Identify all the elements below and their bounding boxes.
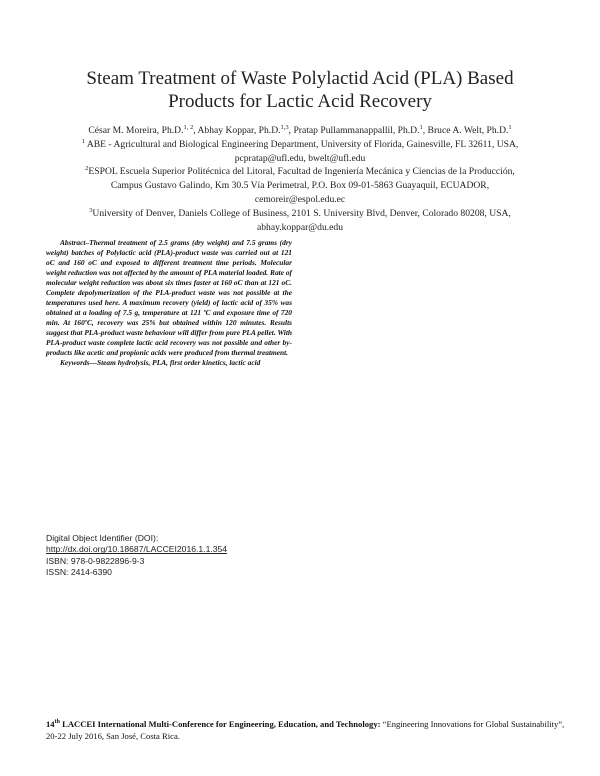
footer-conference xyxy=(46,719,380,729)
affiliation-3 xyxy=(30,207,570,235)
abstract-text: Abstract–Thermal treatment of 2.5 grams (dry weight) and 7.5 grams (dry weight) batches of Polylactic acid (PLA)-product waste was carried out at 121 oC and 160 oC and exposed to different treatment time periods. Molecular weight reduction was not affected by the amount of PLA material loaded. Rate of molecular weight reduction was about six times faster at 160 oC than at 121 oC. Complete depolymerization of the PLA-product waste was not possible at the temperatures used here. A maximum recovery (yield) of lactic acid of 35% was obtained at a loading of 7.5 g, temperature at 121 ºC and exposure time of 720 min. At 160ºC, recovery was 25% but obtained within 120 minutes. Results suggest that PLA-product waste behaviour will differ from pure PLA pellet. With PLA-product waste complete lactic acid recovery was not possible and other by-products like acetic and propionic acids were produced from thermal treatment. xyxy=(46,238,292,357)
keywords: Keywords—Steam hydrolysis, PLA, first order kinetics, lactic acid xyxy=(60,358,261,367)
author-list: César M. Moreira, Ph.D.$^{1, 2}$, Abhay Koppar, Ph.D.$^{1,3}$, Pratap Pullammanappallil, Ph.D.$^1$, Bruce A. Welt, Ph.D.$^1$ xyxy=(88,123,512,136)
identifier-block xyxy=(46,533,306,579)
author-affiliation-marker: 1,3 xyxy=(280,123,289,131)
affiliation-marker: 3 xyxy=(89,206,93,214)
affiliation-email: cemoreir@espol.edu.ec xyxy=(254,193,346,205)
issn: ISSN: 2414-6390 xyxy=(46,567,112,578)
doi-link[interactable]: http://dx.doi.org/10.18687/LACCEI2016.1.1.354 xyxy=(46,544,228,555)
author-block xyxy=(30,124,570,234)
footer-edition-suffix: th xyxy=(54,719,60,726)
author-affiliation-marker: 1 xyxy=(508,123,512,131)
affiliation-marker: 1 xyxy=(81,137,85,145)
affiliation-1 xyxy=(30,138,570,166)
affiliation-email: pcpratap@ufl.edu, bwelt@ufl.edu xyxy=(234,152,366,164)
paper-title-line-1: Steam Treatment of Waste Polylactid Acid (PLA) Based xyxy=(86,68,514,89)
affiliation-marker: 2 xyxy=(85,165,89,173)
author-name: Bruce A. Welt, Ph.D. xyxy=(427,125,509,136)
affiliation-email: abhay.koppar@du.edu xyxy=(256,221,343,233)
affiliation-2 xyxy=(30,165,570,206)
abstract xyxy=(46,238,292,368)
affiliation-text: University of Denver, Daniels College of Business, 2101 S. University Blvd, Denver, Colorado 80208, USA, xyxy=(92,207,511,219)
author-affiliation-marker: 1 xyxy=(419,123,423,131)
footer-conference-name: LACCEI International Multi-Conference for Engineering, Education, and Technology: xyxy=(59,719,381,729)
affiliation-text: ESPOL Escuela Superior Politécnica del Litoral, Facultad de Ingeniería Mecánica y Ciencias de la Producción, xyxy=(88,166,515,178)
conference-footer xyxy=(46,718,566,742)
author-name: Pratap Pullammanappallil, Ph.D. xyxy=(293,125,420,136)
affiliation-address: Campus Gustavo Galindo, Km 30.5 Vía Perimetral, P.O. Box 09-01-5863 Guayaquil, ECUADOR, xyxy=(110,180,490,192)
isbn: ISBN: 978-0-9822896-9-3 xyxy=(46,555,145,566)
doi-label: Digital Object Identifier (DOI): xyxy=(46,533,159,543)
footer-theme: “Engineering Innovations for Global Sustainability”, 20-22 July 2016, San José, Costa Rica. xyxy=(46,719,565,741)
affiliation-text: ABE - Agricultural and Biological Engineering Department, University of Florida, Gainesville, FL 32611, USA, xyxy=(84,138,519,150)
author-name: Abhay Koppar, Ph.D. xyxy=(197,125,281,136)
paper-title xyxy=(40,67,560,113)
footer-edition: 14 xyxy=(46,719,55,729)
paper-title-line-2: Products for Lactic Acid Recovery xyxy=(168,91,432,112)
author-affiliation-marker: 1, 2 xyxy=(183,123,194,131)
author-name: César M. Moreira, Ph.D. xyxy=(88,125,184,136)
